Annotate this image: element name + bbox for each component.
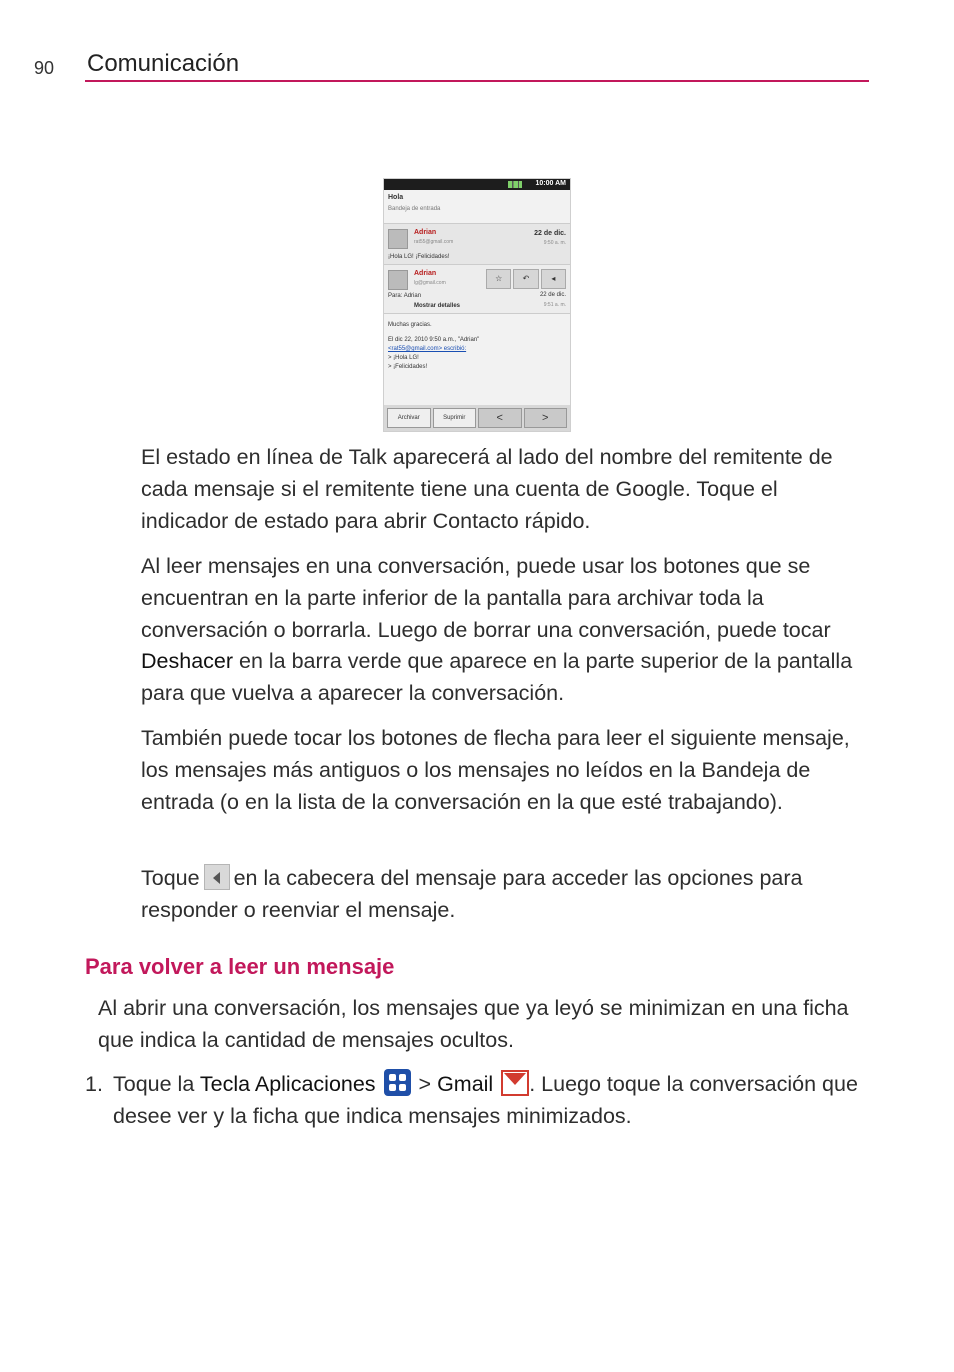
reply-all-icon: ↶ xyxy=(513,269,538,289)
header-rule xyxy=(85,80,869,82)
email-folder: Bandeja de entrada xyxy=(388,206,441,212)
message-snippet: ¡Hola LG! ¡Felicidades! xyxy=(388,254,450,260)
previous-arrow-icon: < xyxy=(478,408,522,428)
bottom-button-bar xyxy=(384,405,570,431)
paragraph-arrow-buttons: También puede tocar los botones de flecha para leer el siguiente mensaje, los mensajes más antiguos o los mensajes no leídos en la Bandeja de entrada (o en la lista de la conversación en la que esté trabajando). xyxy=(141,726,850,814)
paragraph-talk-status: El estado en línea de Talk aparecerá al lado del nombre del remitente de cada mensaje si el remitente tiene una cuenta de Google. Toque el indicador de estado para abrir Contacto rápido. xyxy=(141,445,833,533)
undo-term: Deshacer xyxy=(141,649,234,674)
to-line xyxy=(388,293,421,299)
star-icon: ☆ xyxy=(486,269,511,289)
page-number: 90 xyxy=(34,58,55,78)
message-body xyxy=(388,321,479,372)
sender-name: Adrian xyxy=(414,270,437,277)
paragraph-reply-options xyxy=(141,863,863,927)
text: Toque la xyxy=(113,1072,200,1096)
message-header-1 xyxy=(384,223,570,265)
step-1 xyxy=(85,1069,865,1133)
text: Al leer mensajes en una conversación, puede usar los botones que se encuentran en la parte inferior de la pantalla para archivar toda la conversación o borrarla. Luego de borrar una conversación, puede tocar xyxy=(141,554,831,642)
body-line: > ¡Hola LG! xyxy=(388,355,419,361)
message-date: 22 de dic. xyxy=(539,292,566,298)
gmail-icon xyxy=(501,1070,529,1096)
message-date: 22 de dic. xyxy=(534,230,566,237)
text: > xyxy=(412,1072,438,1096)
next-arrow-icon: > xyxy=(524,408,568,428)
sender-email: rat55@gmail.com xyxy=(414,239,454,245)
to-value: Adrian xyxy=(403,293,422,299)
message-header-2 xyxy=(384,264,570,314)
status-time: 10:00 AM xyxy=(535,180,566,187)
message-time: 9:50 a. m. xyxy=(543,240,566,246)
message-action-bar xyxy=(486,269,566,289)
delete-button: Suprimir xyxy=(433,408,477,428)
section-title: Comunicación xyxy=(87,50,240,77)
apps-key-term: Tecla Aplicaciones xyxy=(199,1072,376,1096)
phone-screenshot xyxy=(383,178,571,432)
show-details-link: Mostrar detalles xyxy=(414,303,461,309)
text: en la cabecera del mensaje para acceder las opciones para responder o reenviar el mensaje. xyxy=(141,866,803,922)
reply-menu-icon: ◂ xyxy=(541,269,566,289)
sender-email: lg@gmail.com xyxy=(414,280,446,286)
text: Toque xyxy=(141,866,200,890)
signal-icon xyxy=(508,181,522,188)
gmail-term: Gmail xyxy=(437,1072,494,1096)
apps-grid-icon xyxy=(384,1069,411,1096)
body-line: > ¡Felicidades! xyxy=(388,364,428,370)
message-time: 9:51 a. m. xyxy=(543,302,566,308)
avatar xyxy=(388,229,408,249)
text: . Luego toque la conversación que desee ver y la ficha que indica mensajes minimizados. xyxy=(113,1072,858,1128)
step-number: 1. xyxy=(85,1072,103,1096)
avatar xyxy=(388,270,408,290)
body-line: El dic 22, 2010 9:50 a.m., "Adrian" xyxy=(388,337,480,343)
paragraph-minimized-messages: Al abrir una conversación, los mensajes que ya leyó se minimizan en una ficha que indica la cantidad de mensajes ocultos. xyxy=(98,996,849,1052)
email-subject: Hola xyxy=(388,194,404,201)
archive-button: Archivar xyxy=(387,408,431,428)
text: en la barra verde que aparece en la parte superior de la pantalla para que vuelva a aparecer la conversación. xyxy=(141,649,853,706)
to-label: Para: xyxy=(388,293,403,299)
body-line: Muchas gracias. xyxy=(388,322,432,328)
paragraph-archive-delete xyxy=(141,551,863,710)
body-line: <rat55@gmail.com> escribió: xyxy=(388,346,467,352)
subheading: Para volver a leer un mensaje xyxy=(85,954,395,979)
sender-name: Adrian xyxy=(414,229,437,236)
status-bar xyxy=(384,179,570,190)
reply-menu-icon xyxy=(204,864,230,890)
step-text xyxy=(85,1069,865,1133)
